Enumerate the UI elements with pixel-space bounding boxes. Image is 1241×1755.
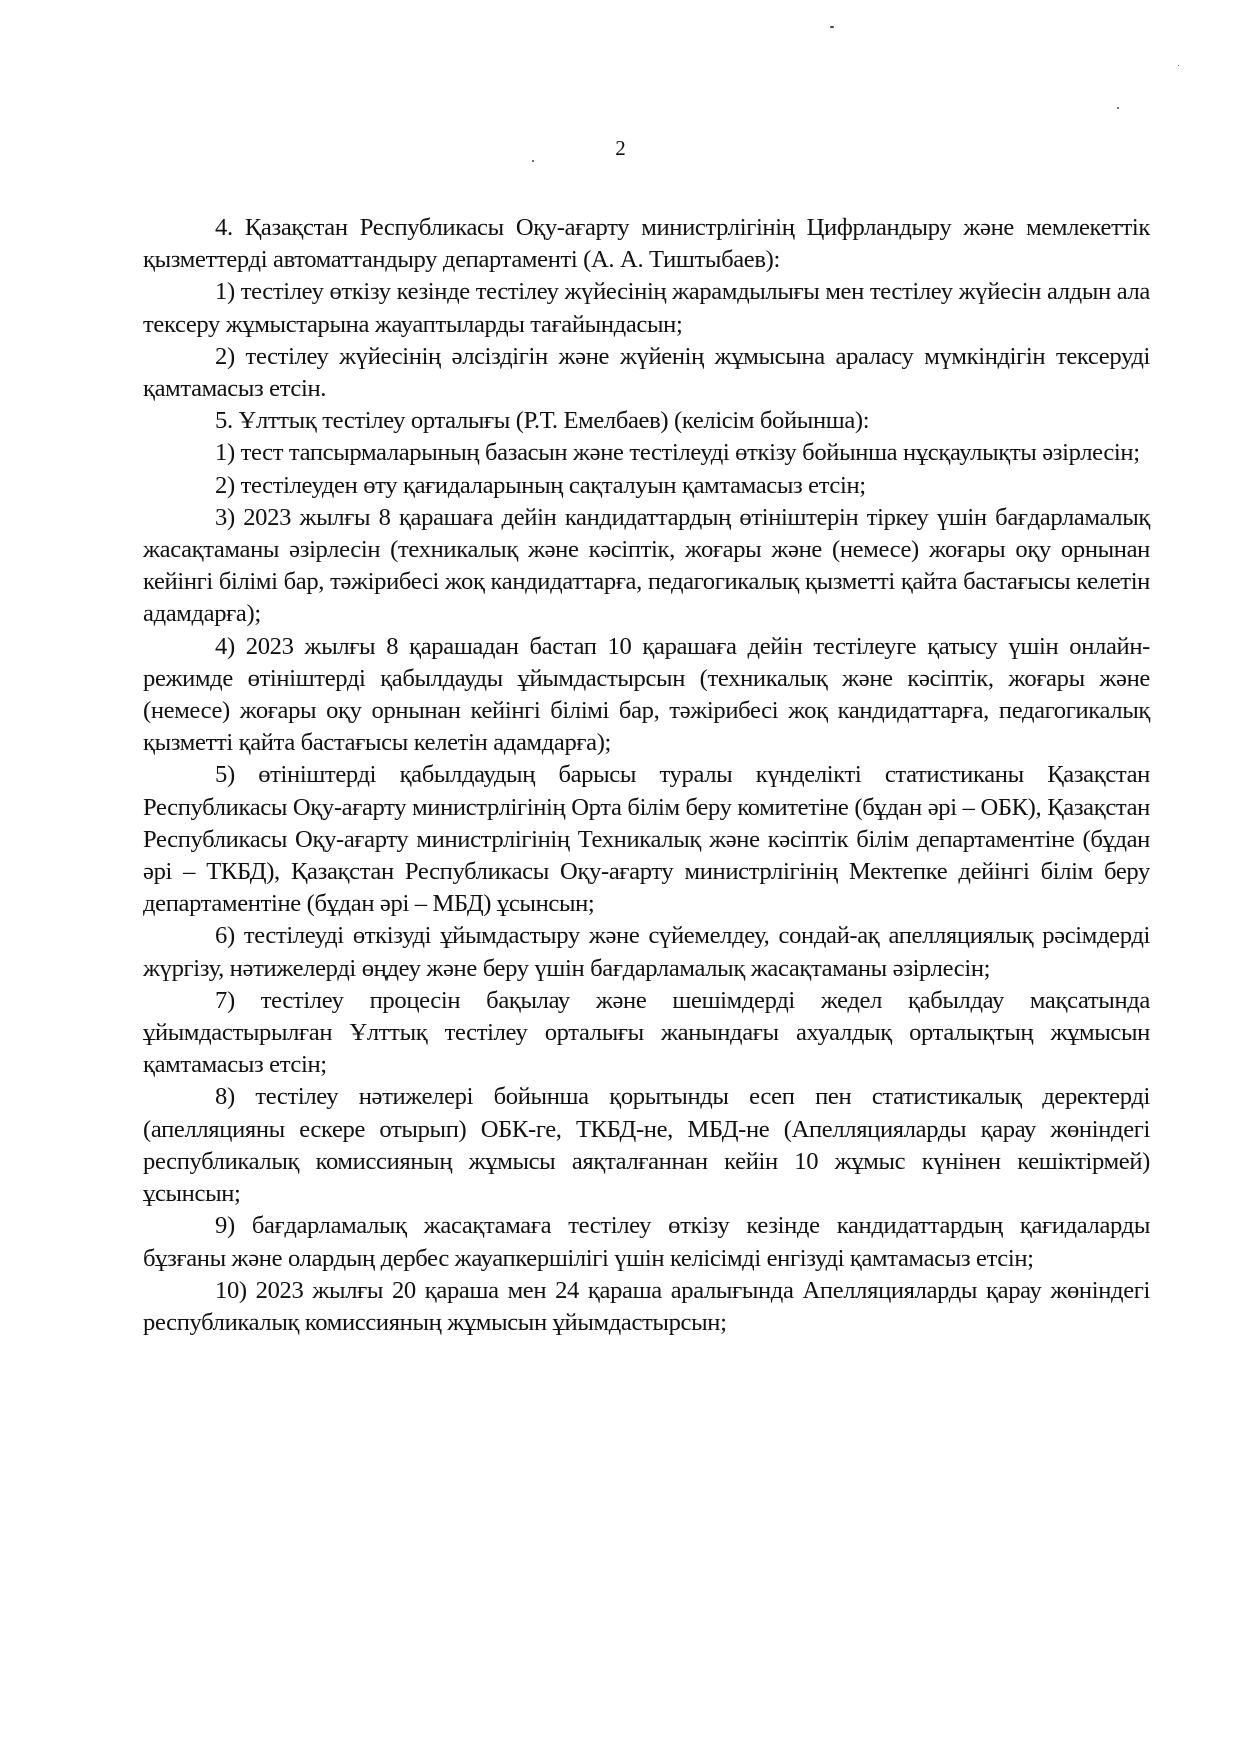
paragraph-item-5-3: 3) 2023 жылғы 8 қарашаға дейін кандидаттардың өтініштерін тіркеу үшін бағдарламалық жасақтаманы әзірлесін (техникалық және кәсіптік, жоғары және (немесе) жоғары оқу орнынан кейінгі білімі бар, тәжірибесі жоқ кандидаттарға, педагогикалық қызметті қайта бастағысы келетін адамдарға); <box>143 503 1150 628</box>
paragraph-item-5-8: 8) тестілеу нәтижелері бойынша қорытынды есеп пен статистикалық деректерді (апелляцияны ескере отырып) ОБК-ге, ТКБД-не, МБД-не (Апелляцияларды қарау жөніндегі республикалық комиссияның жұмысы аяқталғаннан кейін 10 жұмыс күнінен кешіктірмей) ұсынсын; <box>143 1083 1150 1208</box>
paragraph-item-5-9: 9) бағдарламалық жасақтамаға тестілеу өткізу кезінде кандидаттардың қағидаларды бұзғаны және олардың дербес жауапкершілігі үшін келісімді енгізуді қамтамасыз етсін; <box>143 1212 1150 1272</box>
scan-speck <box>1117 107 1119 109</box>
paragraph-item-5-2: 2) тестілеуден өту қағидаларының сақталуын қамтамасыз етсін; <box>215 471 866 499</box>
paragraph-item-5-1: 1) тест тапсырмаларының базасын және тестілеуді өткізу бойынша нұсқаулықты әзірлесін; <box>215 439 1140 467</box>
page-number: 2 <box>615 136 626 160</box>
paragraph-item-5-4: 4) 2023 жылғы 8 қарашадан бастап 10 қарашаға дейін тестілеуге қатысу үшін онлайн-режимде өтініштерді қабылдауды ұйымдастырсын (техникалық және кәсіптік, жоғары және (немесе) жоғары оқу орнынан кейінгі білімі бар, тәжірибесі жоқ кандидаттарға, педагогикалық қызметті қайта бастағысы келетін адамдарға); <box>143 632 1150 757</box>
paragraph-item-5-5: 5) өтініштерді қабылдаудың барысы туралы күнделікті статистиканы Қазақстан Республикасы Оқу-ағарту министрлігінің Орта білім беру комитетіне (бұдан әрі – ОБК), Қазақстан Республикасы Оқу-ағарту министрлігінің Техникалық және кәсіптік білім департаментіне (бұдан әрі – ТКБД), Қазақстан Республикасы Оқу-ағарту министрлігінің Мектепке дейінгі білім беру департаментіне (бұдан әрі – МБД) ұсынсын; <box>143 761 1150 918</box>
scan-speck <box>830 26 834 28</box>
scan-speck <box>1178 65 1179 66</box>
paragraph-item-5-7: 7) тестілеу процесін бақылау және шешімдерді жедел қабылдау мақсатында ұйымдастырылған Ұлттық тестілеу орталығы жанындағы ахуалдық орталықтың жұмысын қамтамасыз етсін; <box>143 986 1150 1079</box>
paragraph-item-5-10: 10) 2023 жылғы 20 қараша мен 24 қараша аралығында Апелляцияларды қарау жөніндегі республикалық комиссияның жұмысын ұйымдастырсын; <box>143 1276 1150 1336</box>
paragraph-item-4-2: 2) тестілеу жүйесінің әлсіздігін және жүйенің жұмысына араласу мүмкіндігін тексеруді қамтамасыз етсін. <box>143 342 1150 403</box>
paragraph-item-5-heading: 5. Ұлттық тестілеу орталығы (Р.Т. Емелбаев) (келісім бойынша): <box>215 407 870 435</box>
paragraph-item-4-heading: 4. Қазақстан Республикасы Оқу-ағарту министрлігінің Цифрландыру және мемлекеттік қызметтерді автоматтандыру департаменті (А. А. Тиштыбаев): <box>143 214 1150 274</box>
paragraph-item-5-6: 6) тестілеуді өткізуді ұйымдастыру және сүйемелдеу, сондай-ақ апелляциялық рәсімдерді жүргізу, нәтижелерді өңдеу және беру үшін бағдарламалық жасақтаманы әзірлесін; <box>143 922 1150 982</box>
document-body <box>143 212 1150 1339</box>
paragraph-item-4-1: 1) тестілеу өткізу кезінде тестілеу жүйесінің жарамдылығы мен тестілеу жүйесін алдын ала тексеру жұмыстарына жауаптыларды тағайындасын; <box>143 278 1150 338</box>
